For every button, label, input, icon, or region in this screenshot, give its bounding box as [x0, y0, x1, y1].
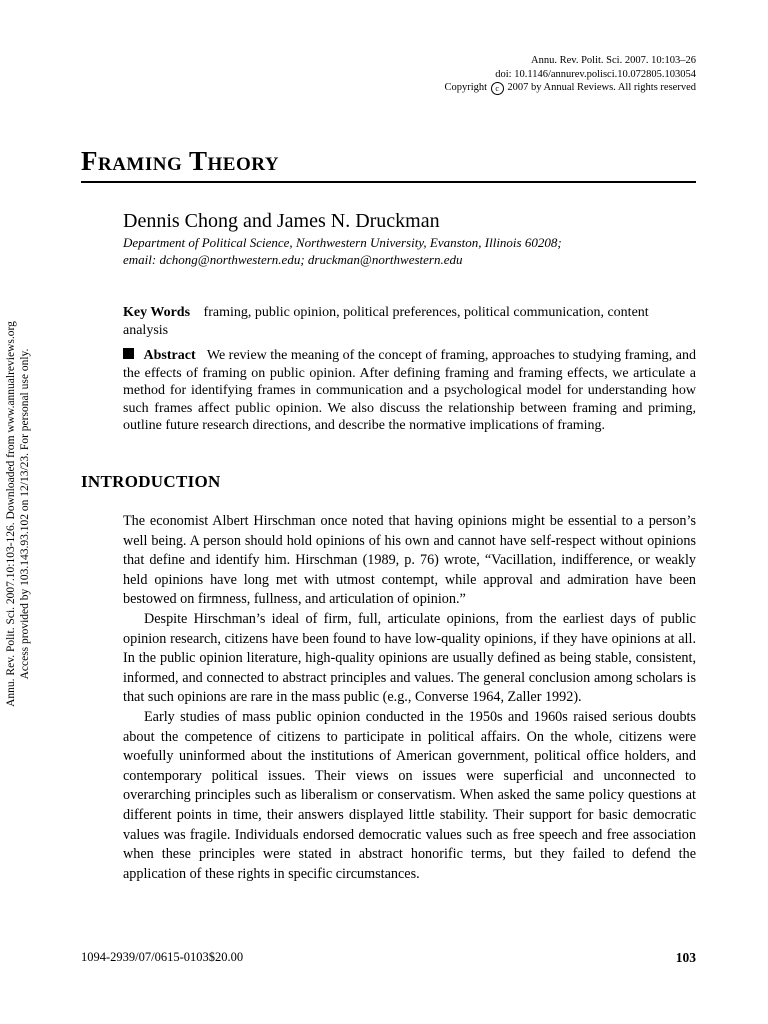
abstract — [123, 347, 696, 435]
introduction-body — [123, 512, 696, 884]
body-paragraph: Early studies of mass public opinion conducted in the 1950s and 1960s raised serious doubts about the competence of citizens to participate in political affairs. On the whole, citizens were woefully uninformed about the institutions of American government, political office holders, and contemporary political issues. Their views on issues were superficial and unconnected to overarching principles such as liberalism or conservatism. When asked the same policy questions at different points in time, their answers displayed little stability. Their support for basic democratic values was fragile. Individuals endorsed democratic values such as free speech and free association when these principles were stated in abstract honorific terms, but they failed to defend the application of these rights in specific circumstances. — [123, 708, 696, 882]
download-notice-line2: Access provided by 103.143.93.102 on 12/13/23. For personal use only. — [19, 348, 31, 680]
page-number: 103 — [675, 950, 696, 965]
body-paragraph: Despite Hirschman’s ideal of firm, full, articulate opinions, from the earliest days of public opinion research, citizens have been found to have low-quality opinions, if they have opinions at all. In the public opinion literature, high-quality opinions are usually defined as being stable, consistent, informed, and connected to abstract principles and values. The general conclusion among scholars is that such opinions are rare in the mass public (e.g., Converse 1964, Zaller 1992). — [123, 610, 696, 706]
download-notice — [4, 134, 32, 894]
affiliation-email: email: dchong@northwestern.edu; druckman@northwestern.edu — [123, 251, 463, 267]
article-title: Framing Theory — [81, 146, 280, 176]
copyright-line — [444, 81, 696, 95]
issn-price-code: 1094-2939/07/0615-0103$20.00 — [81, 950, 244, 964]
abstract-label: Abstract — [143, 348, 196, 363]
download-notice-line1: Annu. Rev. Polit. Sci. 2007.10:103-126. Downloaded from www.annualreviews.org — [5, 321, 17, 707]
key-words-label: Key Words — [123, 305, 191, 320]
doi: doi: 10.1146/annurev.polisci.10.072805.103054 — [495, 68, 696, 80]
abstract-text: We review the meaning of the concept of framing, approaches to studying framing, and the effects of framing on public opinion. After defining framing and framing effects, we articulate a method for identifying frames in communication and a psychological model for understanding how such frames affect public opinion. We also discuss the relationship between framing and priming, outline future research directions, and describe the normative implications of framing. — [123, 348, 696, 433]
journal-citation: Annu. Rev. Polit. Sci. 2007. 10:103–26 — [531, 55, 696, 66]
affiliation-department: Department of Political Science, Northwestern University, Evanston, Illinois 60208; — [123, 235, 562, 250]
author-names: Dennis Chong and James N. Druckman — [123, 210, 440, 232]
copyright-suffix: 2007 by Annual Reviews. All rights reserved — [507, 82, 696, 93]
copyright-icon: c — [491, 82, 504, 95]
abstract-square-icon — [123, 348, 134, 359]
citation-header — [444, 54, 696, 95]
body-paragraph: The economist Albert Hirschman once noted that having opinions might be essential to a person’s well being. A person should hold opinions of his own and cannot have self-respect without opinions that define and identify him. Hirschman (1989, p. 76) wrote, “Vacillation, indifference, or weakly held opinions have long met with utmost contempt, while approval and admiration have been bestowed on firmness, fullness, and articulation of opinion.” — [123, 513, 696, 608]
section-heading-introduction: INTRODUCTION — [81, 472, 221, 491]
key-words — [123, 304, 696, 339]
key-words-text: framing, public opinion, political preferences, political communication, content analysis — [123, 305, 649, 338]
author-affiliation — [123, 235, 696, 268]
title-divider — [81, 181, 696, 183]
copyright-prefix: Copyright — [444, 82, 488, 93]
